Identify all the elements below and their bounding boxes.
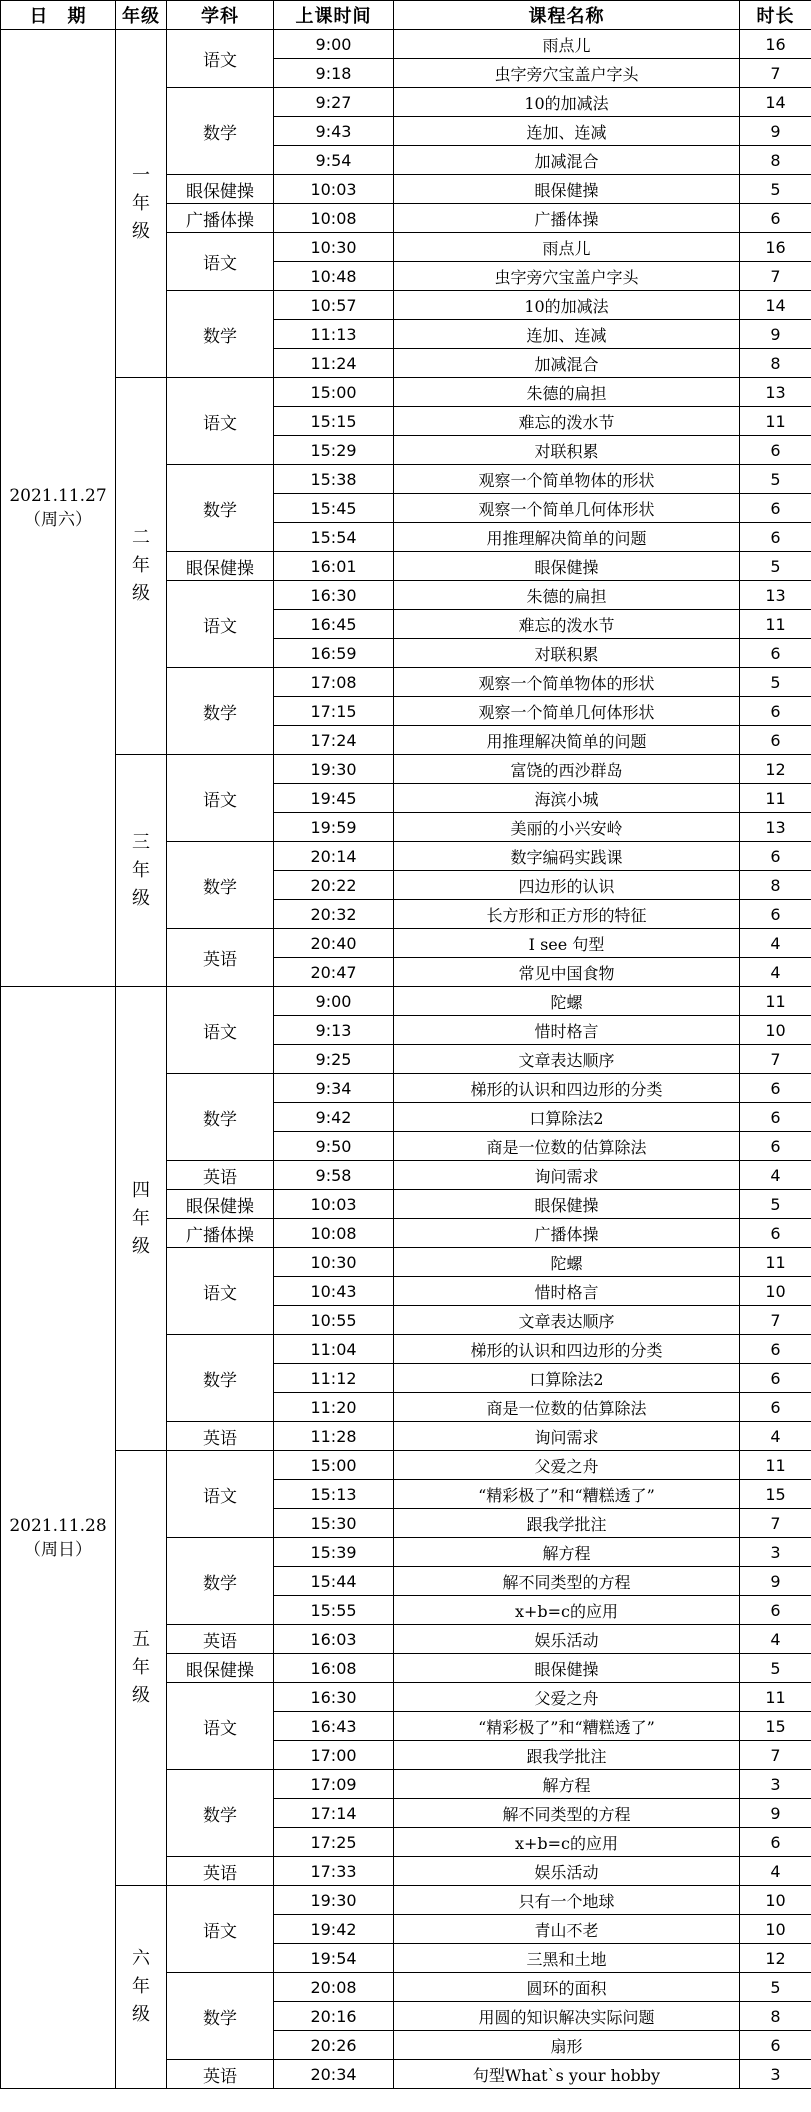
subject-cell: 数学 [167,1973,274,2060]
subject-cell: 英语 [167,1422,274,1451]
lesson-name: 广播体操 [394,204,740,233]
lesson-name: 眼保健操 [394,1190,740,1219]
weekday-text: （周六） [24,510,92,530]
lesson-time: 17:15 [274,697,394,726]
lesson-name: 四边形的认识 [394,871,740,900]
lesson-duration: 12 [740,755,811,784]
lesson-name: 用圆的知识解决实际问题 [394,2002,740,2031]
lesson-name: 海滨小城 [394,784,740,813]
lesson-name: 朱德的扁担 [394,378,740,407]
lesson-name: 询问需求 [394,1422,740,1451]
lesson-duration: 5 [740,465,811,494]
lesson-duration: 6 [740,842,811,871]
lesson-time: 15:55 [274,1596,394,1625]
lesson-duration: 11 [740,784,811,813]
lesson-duration: 8 [740,146,811,175]
lesson-time: 17:24 [274,726,394,755]
lesson-name: 难忘的泼水节 [394,610,740,639]
header-subject: 学科 [167,1,274,30]
subject-cell: 英语 [167,1161,274,1190]
lesson-time: 16:30 [274,581,394,610]
lesson-duration: 11 [740,1248,811,1277]
lesson-name: 跟我学批注 [394,1741,740,1770]
lesson-duration: 5 [740,552,811,581]
lesson-duration: 13 [740,581,811,610]
date-cell [1,987,116,2089]
lesson-name: 用推理解决简单的问题 [394,726,740,755]
lesson-duration: 8 [740,349,811,378]
lesson-duration: 7 [740,262,811,291]
lesson-duration: 3 [740,1538,811,1567]
lesson-name: 数字编码实践课 [394,842,740,871]
subject-cell: 数学 [167,88,274,175]
lesson-time: 11:20 [274,1393,394,1422]
lesson-name: 惜时格言 [394,1016,740,1045]
lesson-name: 雨点儿 [394,233,740,262]
grade-label: 二年级 [131,527,150,604]
lesson-time: 10:48 [274,262,394,291]
lesson-duration: 11 [740,610,811,639]
grade-cell [116,1451,167,1886]
lesson-time: 9:42 [274,1103,394,1132]
date-cell [1,30,116,987]
lesson-name: 解不同类型的方程 [394,1799,740,1828]
lesson-duration: 4 [740,929,811,958]
subject-cell: 广播体操 [167,204,274,233]
lesson-time: 19:30 [274,1886,394,1915]
lesson-time: 11:13 [274,320,394,349]
lesson-time: 15:30 [274,1509,394,1538]
lesson-name: 难忘的泼水节 [394,407,740,436]
lesson-time: 10:03 [274,175,394,204]
lesson-duration: 7 [740,59,811,88]
lesson-time: 15:13 [274,1480,394,1509]
lesson-duration: 5 [740,1654,811,1683]
grade-cell [116,378,167,755]
lesson-name: 富饶的西沙群岛 [394,755,740,784]
lesson-name: 观察一个简单物体的形状 [394,668,740,697]
lesson-duration: 8 [740,2002,811,2031]
lesson-duration: 12 [740,1944,811,1973]
lesson-duration: 6 [740,1828,811,1857]
lesson-time: 19:42 [274,1915,394,1944]
lesson-name: 只有一个地球 [394,1886,740,1915]
lesson-time: 20:22 [274,871,394,900]
lesson-duration: 4 [740,1422,811,1451]
header-date: 日 期 [1,1,116,30]
subject-cell: 英语 [167,1625,274,1654]
lesson-name: 眼保健操 [394,1654,740,1683]
subject-cell: 语文 [167,755,274,842]
lesson-duration: 5 [740,1973,811,2002]
grade-label: 六年级 [131,1948,150,2025]
subject-cell: 数学 [167,291,274,378]
lesson-name: 广播体操 [394,1219,740,1248]
lesson-duration: 6 [740,204,811,233]
lesson-duration: 9 [740,117,811,146]
lesson-duration: 13 [740,813,811,842]
lesson-time: 20:14 [274,842,394,871]
lesson-name: 常见中国食物 [394,958,740,987]
subject-cell: 眼保健操 [167,175,274,204]
lesson-time: 10:30 [274,1248,394,1277]
subject-cell: 眼保健操 [167,1190,274,1219]
lesson-name: 10的加减法 [394,88,740,117]
lesson-name: 解方程 [394,1770,740,1799]
lesson-time: 16:30 [274,1683,394,1712]
lesson-duration: 6 [740,2031,811,2060]
lesson-name: 眼保健操 [394,175,740,204]
lesson-duration: 6 [740,697,811,726]
subject-cell: 英语 [167,2060,274,2089]
lesson-duration: 6 [740,1074,811,1103]
grade-cell [116,755,167,987]
lesson-duration: 7 [740,1306,811,1335]
lesson-name: “精彩极了”和“糟糕透了” [394,1480,740,1509]
lesson-duration: 6 [740,900,811,929]
lesson-name: 陀螺 [394,1248,740,1277]
subject-cell: 数学 [167,1770,274,1857]
lesson-name: 三黑和土地 [394,1944,740,1973]
lesson-name: 解方程 [394,1538,740,1567]
lesson-duration: 13 [740,378,811,407]
subject-cell: 广播体操 [167,1219,274,1248]
lesson-time: 15:45 [274,494,394,523]
lesson-time: 19:54 [274,1944,394,1973]
lesson-duration: 8 [740,871,811,900]
lesson-time: 15:00 [274,378,394,407]
lesson-duration: 9 [740,1799,811,1828]
table-row [1,1886,811,1915]
lesson-time: 10:03 [274,1190,394,1219]
lesson-duration: 16 [740,233,811,262]
lesson-time: 20:40 [274,929,394,958]
lesson-time: 15:39 [274,1538,394,1567]
header-row [1,1,811,30]
lesson-name: 对联积累 [394,639,740,668]
lesson-name: 商是一位数的估算除法 [394,1132,740,1161]
lesson-time: 16:01 [274,552,394,581]
grade-label: 三年级 [131,831,150,909]
lesson-time: 9:54 [274,146,394,175]
lesson-duration: 15 [740,1480,811,1509]
grade-label: 五年级 [131,1629,150,1706]
lesson-name: 美丽的小兴安岭 [394,813,740,842]
subject-cell: 数学 [167,668,274,755]
lesson-name: 观察一个简单几何体形状 [394,494,740,523]
lesson-time: 16:08 [274,1654,394,1683]
lesson-time: 10:08 [274,204,394,233]
subject-cell: 数学 [167,1335,274,1422]
lesson-name: 梯形的认识和四边形的分类 [394,1074,740,1103]
subject-cell: 语文 [167,1248,274,1335]
lesson-name: 口算除法2 [394,1103,740,1132]
schedule-body [1,30,811,2089]
lesson-name: 文章表达顺序 [394,1045,740,1074]
subject-cell: 数学 [167,1538,274,1625]
lesson-time: 17:00 [274,1741,394,1770]
subject-cell: 英语 [167,1857,274,1886]
lesson-time: 9:00 [274,987,394,1016]
subject-cell: 眼保健操 [167,552,274,581]
lesson-name: 虫字旁穴宝盖户字头 [394,262,740,291]
lesson-time: 9:58 [274,1161,394,1190]
lesson-name: 加减混合 [394,146,740,175]
subject-cell: 语文 [167,1451,274,1538]
lesson-duration: 14 [740,88,811,117]
lesson-name: 圆环的面积 [394,1973,740,2002]
table-row [1,30,811,59]
header-time: 上课时间 [274,1,394,30]
lesson-name: 青山不老 [394,1915,740,1944]
lesson-name: 口算除法2 [394,1364,740,1393]
lesson-name: “精彩极了”和“糟糕透了” [394,1712,740,1741]
lesson-time: 10:57 [274,291,394,320]
lesson-duration: 16 [740,30,811,59]
lesson-name: 梯形的认识和四边形的分类 [394,1335,740,1364]
lesson-time: 15:38 [274,465,394,494]
lesson-name: 陀螺 [394,987,740,1016]
lesson-time: 15:44 [274,1567,394,1596]
lesson-time: 20:47 [274,958,394,987]
subject-cell: 语文 [167,378,274,465]
subject-cell: 数学 [167,842,274,929]
lesson-time: 9:00 [274,30,394,59]
header-duration: 时长 [740,1,811,30]
lesson-duration: 6 [740,726,811,755]
subject-cell: 数学 [167,1074,274,1161]
lesson-time: 9:50 [274,1132,394,1161]
lesson-time: 20:34 [274,2060,394,2089]
lesson-time: 15:00 [274,1451,394,1480]
lesson-time: 10:08 [274,1219,394,1248]
lesson-time: 17:09 [274,1770,394,1799]
lesson-duration: 11 [740,407,811,436]
lesson-time: 17:08 [274,668,394,697]
lesson-duration: 7 [740,1741,811,1770]
lesson-duration: 15 [740,1712,811,1741]
lesson-duration: 6 [740,639,811,668]
lesson-name: 虫字旁穴宝盖户字头 [394,59,740,88]
lesson-name: 扇形 [394,2031,740,2060]
lesson-duration: 6 [740,523,811,552]
subject-cell: 语文 [167,987,274,1074]
grade-label: 四年级 [131,1179,150,1257]
lesson-time: 20:32 [274,900,394,929]
lesson-time: 17:33 [274,1857,394,1886]
lesson-duration: 3 [740,1770,811,1799]
lesson-name: 询问需求 [394,1161,740,1190]
lesson-duration: 4 [740,1161,811,1190]
lesson-duration: 5 [740,175,811,204]
lesson-time: 16:59 [274,639,394,668]
lesson-name: x+b=c的应用 [394,1828,740,1857]
lesson-name: 跟我学批注 [394,1509,740,1538]
lesson-duration: 5 [740,1190,811,1219]
grade-label: 一年级 [131,164,150,242]
lesson-time: 15:29 [274,436,394,465]
lesson-duration: 9 [740,320,811,349]
lesson-name: 加减混合 [394,349,740,378]
lesson-time: 11:12 [274,1364,394,1393]
lesson-duration: 11 [740,1683,811,1712]
lesson-duration: 6 [740,494,811,523]
table-row [1,987,811,1016]
lesson-name: x+b=c的应用 [394,1596,740,1625]
lesson-duration: 5 [740,668,811,697]
lesson-time: 16:45 [274,610,394,639]
lesson-duration: 6 [740,1132,811,1161]
lesson-time: 20:08 [274,1973,394,2002]
lesson-duration: 6 [740,1393,811,1422]
header-grade: 年级 [116,1,167,30]
lesson-name: 10的加减法 [394,291,740,320]
lesson-duration: 6 [740,1103,811,1132]
lesson-name: 文章表达顺序 [394,1306,740,1335]
lesson-name: 连加、连减 [394,320,740,349]
lesson-time: 15:54 [274,523,394,552]
lesson-name: 娱乐活动 [394,1625,740,1654]
lesson-time: 15:15 [274,407,394,436]
header-lesson-name: 课程名称 [394,1,740,30]
weekday-text: （周日） [24,1539,92,1560]
subject-cell: 眼保健操 [167,1654,274,1683]
lesson-time: 10:43 [274,1277,394,1306]
lesson-time: 9:34 [274,1074,394,1103]
lesson-name: 惜时格言 [394,1277,740,1306]
grade-cell [116,987,167,1451]
lesson-time: 10:55 [274,1306,394,1335]
lesson-name: 父爱之舟 [394,1451,740,1480]
lesson-time: 11:28 [274,1422,394,1451]
lesson-name: 长方形和正方形的特征 [394,900,740,929]
subject-cell: 英语 [167,929,274,987]
lesson-duration: 6 [740,1219,811,1248]
lesson-time: 9:27 [274,88,394,117]
lesson-name: 雨点儿 [394,30,740,59]
lesson-name: 解不同类型的方程 [394,1567,740,1596]
lesson-time: 16:03 [274,1625,394,1654]
lesson-duration: 11 [740,987,811,1016]
lesson-duration: 10 [740,1915,811,1944]
lesson-time: 17:25 [274,1828,394,1857]
table-row [1,1451,811,1480]
lesson-name: 句型What`s your hobby [394,2060,740,2089]
lesson-name: 对联积累 [394,436,740,465]
lesson-name: 商是一位数的估算除法 [394,1393,740,1422]
lesson-name: 连加、连减 [394,117,740,146]
lesson-duration: 6 [740,1335,811,1364]
lesson-time: 9:18 [274,59,394,88]
lesson-time: 20:26 [274,2031,394,2060]
lesson-time: 17:14 [274,1799,394,1828]
lesson-duration: 7 [740,1045,811,1074]
lesson-duration: 10 [740,1886,811,1915]
lesson-name: 父爱之舟 [394,1683,740,1712]
lesson-time: 16:43 [274,1712,394,1741]
lesson-time: 20:16 [274,2002,394,2031]
lesson-name: 眼保健操 [394,552,740,581]
lesson-duration: 4 [740,1857,811,1886]
lesson-time: 19:45 [274,784,394,813]
lesson-time: 19:59 [274,813,394,842]
subject-cell: 语文 [167,233,274,291]
lesson-time: 9:25 [274,1045,394,1074]
lesson-name: 朱德的扁担 [394,581,740,610]
lesson-name: 观察一个简单几何体形状 [394,697,740,726]
lesson-duration: 4 [740,1625,811,1654]
date-text: 2021.11.28 [9,1515,107,1536]
subject-cell: 语文 [167,581,274,668]
lesson-duration: 6 [740,436,811,465]
lesson-duration: 10 [740,1277,811,1306]
lesson-duration: 3 [740,2060,811,2089]
lesson-duration: 6 [740,1364,811,1393]
lesson-duration: 6 [740,1596,811,1625]
table-row [1,378,811,407]
lesson-name: 娱乐活动 [394,1857,740,1886]
lesson-time: 9:13 [274,1016,394,1045]
grade-cell [116,1886,167,2089]
lesson-duration: 10 [740,1016,811,1045]
subject-cell: 语文 [167,1886,274,1973]
lesson-duration: 4 [740,958,811,987]
lesson-time: 10:30 [274,233,394,262]
lesson-time: 11:24 [274,349,394,378]
grade-cell [116,30,167,378]
lesson-time: 9:43 [274,117,394,146]
date-text: 2021.11.27 [9,486,107,506]
lesson-duration: 11 [740,1451,811,1480]
subject-cell: 数学 [167,465,274,552]
lesson-name: 观察一个简单物体的形状 [394,465,740,494]
lesson-time: 11:04 [274,1335,394,1364]
subject-cell: 语文 [167,30,274,88]
lesson-name: I see 句型 [394,929,740,958]
table-row [1,755,811,784]
lesson-duration: 14 [740,291,811,320]
subject-cell: 语文 [167,1683,274,1770]
lesson-time: 19:30 [274,755,394,784]
lesson-duration: 9 [740,1567,811,1596]
lesson-duration: 7 [740,1509,811,1538]
lesson-name: 用推理解决简单的问题 [394,523,740,552]
